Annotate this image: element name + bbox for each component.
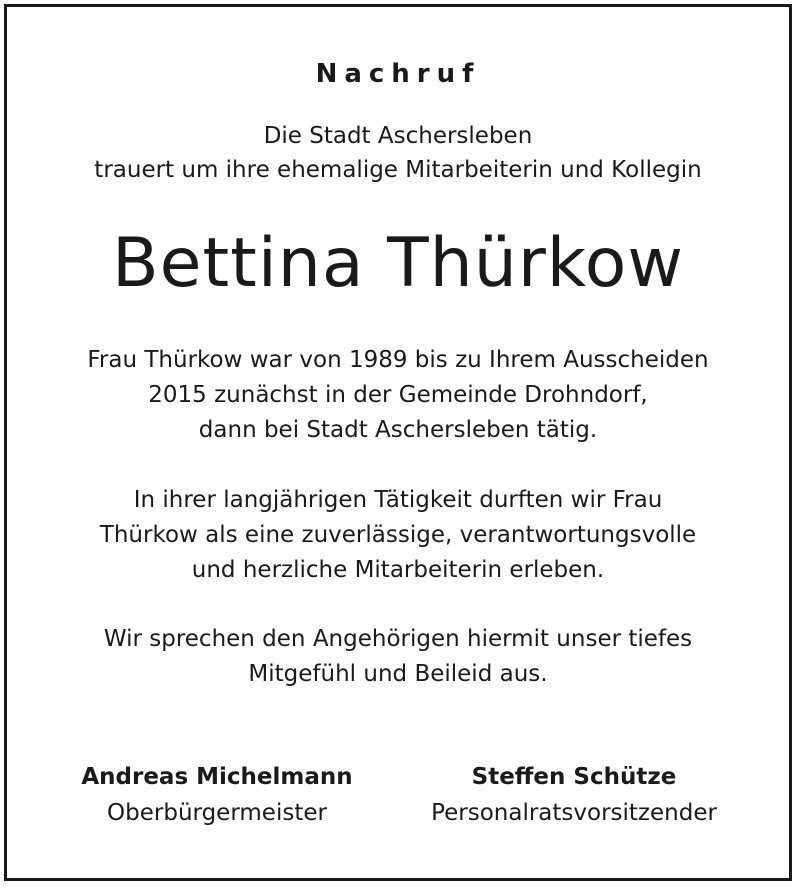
paragraph-line: dann bei Stadt Aschersleben tätig.: [198, 417, 598, 443]
notice-title: Nachruf: [315, 59, 481, 89]
paragraph-line: Wir sprechen den Angehörigen hiermit unser tiefes: [103, 626, 693, 652]
paragraph-line: Frau Thürkow war von 1989 bis zu Ihrem Ausscheiden: [87, 347, 709, 373]
intro-text: [7, 119, 789, 187]
intro-line: Die Stadt Aschersleben: [263, 123, 533, 149]
signatory-name: Andreas Michelmann: [81, 764, 353, 790]
paragraph-career: [7, 343, 789, 448]
paragraph-appreciation: [7, 483, 789, 588]
signatory-role: Oberbürgermeister: [107, 800, 327, 826]
paragraph-line: 2015 zunächst in der Gemeinde Drohndorf,: [148, 382, 648, 408]
paragraph-line: Thürkow als eine zuverlässige, verantwortungsvolle: [99, 522, 697, 548]
deceased-name: Bettina Thürkow: [112, 224, 684, 303]
intro-line: trauert um ihre ehemalige Mitarbeiterin und Kollegin: [94, 157, 702, 183]
paragraph-condolence: [7, 622, 789, 692]
signature-block-staff-council: [394, 759, 754, 831]
signatory-name: Steffen Schütze: [471, 764, 677, 790]
paragraph-line: und herzliche Mitarbeiterin erleben.: [191, 557, 605, 583]
signatory-role: Personalratsvorsitzender: [431, 800, 717, 826]
paragraph-line: In ihrer langjährigen Tätigkeit durften wir Frau: [133, 487, 663, 513]
paragraph-line: Mitgefühl und Beileid aus.: [248, 661, 548, 687]
signature-block-mayor: [37, 759, 397, 831]
obituary-notice: [4, 4, 792, 881]
